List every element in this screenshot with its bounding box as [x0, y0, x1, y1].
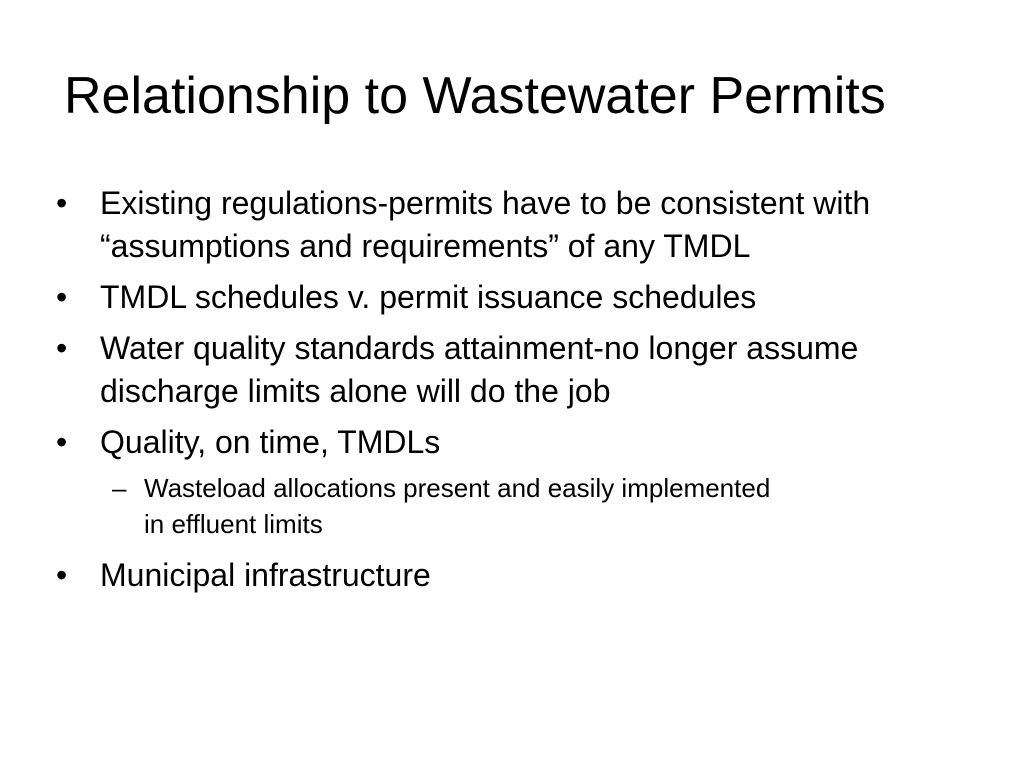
- bullet-item: [56, 276, 956, 319]
- bullet-marker: •: [56, 424, 68, 460]
- bullet-text: Existing regulations-permits have to be consistent with “assumptions and requirements” of any TMDL: [100, 185, 871, 264]
- bullet-marker: •: [56, 330, 68, 366]
- bullet-list: [56, 182, 956, 605]
- bullet-marker: •: [56, 557, 68, 593]
- bullet-item: [56, 421, 956, 464]
- sub-bullet-item: [112, 470, 784, 542]
- bullet-text: Municipal infrastructure: [100, 557, 431, 593]
- bullet-item: [56, 554, 956, 597]
- slide-title: Relationship to Wastewater Permits: [64, 67, 886, 125]
- bullet-text: TMDL schedules v. permit issuance schedules: [100, 279, 757, 315]
- bullet-marker: •: [56, 185, 68, 221]
- sub-bullet-text: Wasteload allocations present and easily implemented in effluent limits: [144, 473, 771, 539]
- bullet-item: [56, 327, 950, 413]
- bullet-marker: •: [56, 279, 68, 315]
- bullet-item: [56, 182, 960, 268]
- sub-bullet-marker: –: [112, 473, 127, 503]
- bullet-text: Quality, on time, TMDLs: [100, 424, 441, 460]
- bullet-text: Water quality standards attainment-no longer assume discharge limits alone will do the job: [100, 330, 859, 409]
